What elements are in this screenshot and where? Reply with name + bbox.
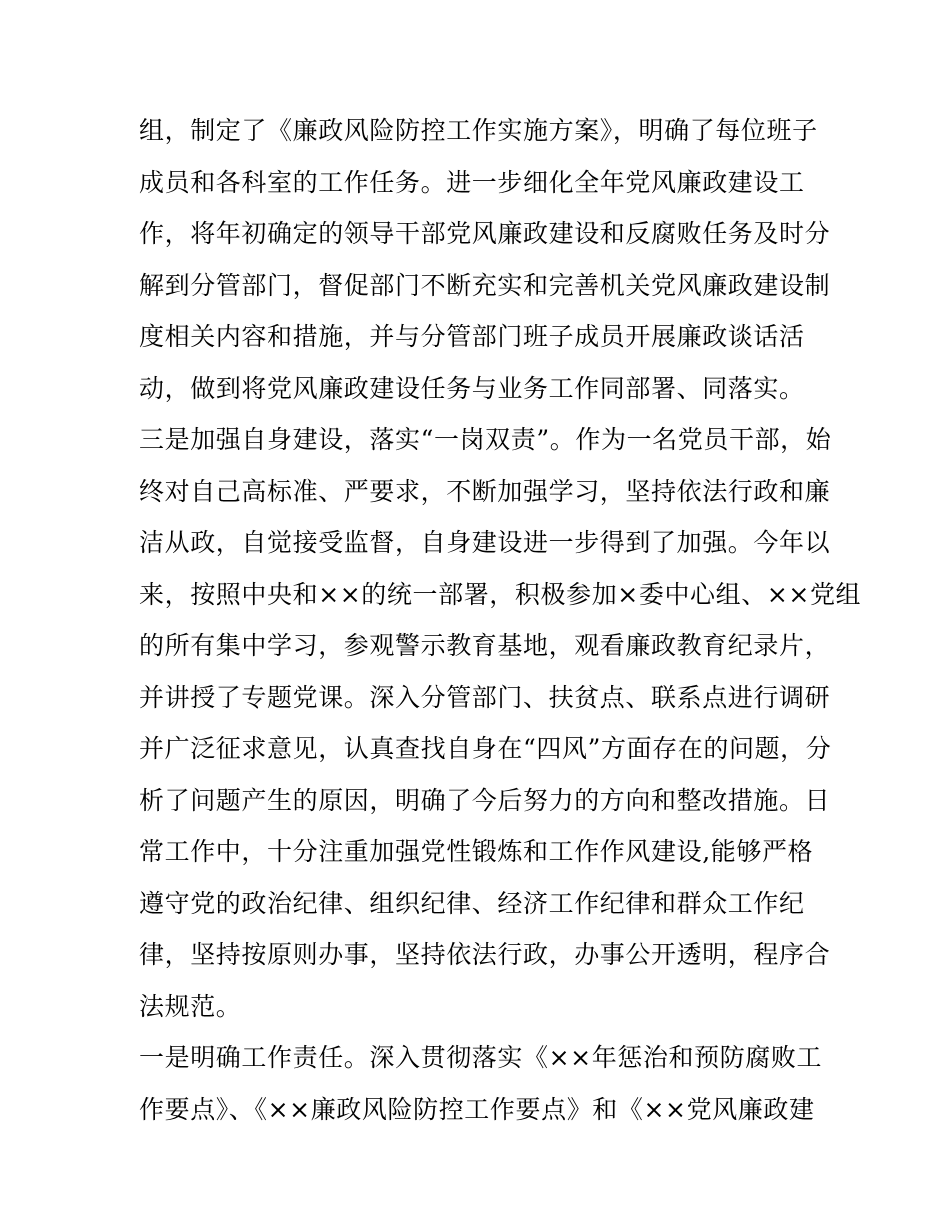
text-line: 动，做到将党风廉政建设任务与业务工作同部署、同落实。 <box>139 373 805 403</box>
text-line: 来，按照中央和××的统一部署，积极参加×委中心组、××党组 <box>139 579 862 609</box>
text-line: 解到分管部门，督促部门不断充实和完善机关党风廉政建设制 <box>139 270 831 300</box>
text-line: 三是加强自身建设，落实“一岗双责”。作为一名党员干部，始 <box>139 425 832 454</box>
body-text <box>139 105 862 1135</box>
text-line: 终对自己高标准、严要求，不断加强学习，坚持依法行政和廉 <box>139 476 831 506</box>
text-line: 的所有集中学习，参观警示教育基地，观看廉政教育纪录片， <box>139 631 831 660</box>
text-line: 成员和各科室的工作任务。进一步细化全年党风廉政建设工 <box>139 167 805 197</box>
text-line: 常工作中，十分注重加强党性锻炼和工作作风建设,能够严格 <box>139 837 814 866</box>
text-line: 法规范。 <box>139 991 242 1021</box>
text-line: 遵守党的政治纪律、组织纪律、经济工作纪律和群众工作纪 <box>139 888 805 918</box>
text-line: 作，将年初确定的领导干部党风廉政建设和反腐败任务及时分 <box>139 219 831 248</box>
text-line: 并讲授了专题党课。深入分管部门、扶贫点、联系点进行调研 <box>139 682 831 712</box>
text-line: 度相关内容和措施，并与分管部门班子成员开展廉政谈话活 <box>139 322 805 351</box>
text-line: 组，制定了《廉政风险防控工作实施方案》，明确了每位班子 <box>139 116 818 145</box>
text-line: 洁从政，自觉接受监督，自身建设进一步得到了加强。今年以 <box>139 528 831 557</box>
text-line: 一是明确工作责任。深入贯彻落实《××年惩治和预防腐败工 <box>139 1043 823 1072</box>
text-line: 律，坚持按原则办事，坚持依法行政，办事公开透明，程序合 <box>139 940 831 969</box>
text-line: 作要点》、《××廉政风险防控工作要点》和《××党风廉政建 <box>139 1094 815 1124</box>
text-line: 析了问题产生的原因，明确了今后努力的方向和整改措施。日 <box>139 785 831 815</box>
text-line: 并广泛征求意见，认真查找自身在“四风”方面存在的问题，分 <box>139 734 832 763</box>
